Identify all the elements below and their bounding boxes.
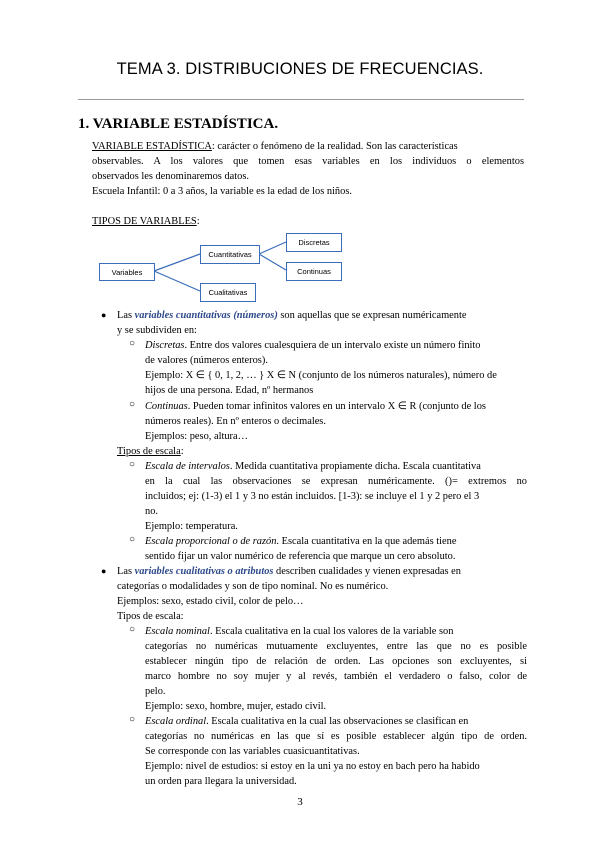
ordinal-line: categorías no numéricas en las que sí es posible establecer algún tipo de orden. (145, 731, 527, 742)
nominal-line: marco hombre no soy mujer y al revés, también el verdadero o falso, color de (145, 671, 527, 682)
nominal-line: Ejemplo: sexo, hombre, mujer, estado civil. (145, 701, 327, 712)
nominal-line: pelo. (145, 686, 166, 697)
section-heading: 1. VARIABLE ESTADÍSTICA. (78, 116, 279, 132)
ordinal-line: un orden para llegara la universidad. (145, 776, 297, 787)
qual-intro: Las variables cualitativas o atributos describen cualidades y vienen expresadas en (117, 566, 461, 577)
circle-bullet-icon: ○ (129, 459, 136, 470)
discretas-line: hijos de una persona. Edad, nº hermanos (145, 385, 314, 396)
intervalos-line: incluidos; ej: (1-3) el 1 y 3 no están incluidos. [1-3): se incluye el 1 y 2 pero el 3 (145, 491, 480, 502)
discretas-line: Discretas. Entre dos valores cualesquiera de un intervalo existe un número finito (145, 340, 481, 351)
bullet-icon: ● (101, 566, 107, 576)
circle-bullet-icon: ○ (129, 714, 136, 725)
definition-example: Escuela Infantil: 0 a 3 años, la variable es la edad de los niños. (92, 186, 352, 197)
nominal-line: categorías no numéricas mutuamente excluyentes, entre las que no es posible (145, 641, 527, 652)
definition-term: VARIABLE ESTADÍSTICA (92, 141, 212, 152)
diagram-box-continuas: Continuas (286, 262, 342, 281)
diagram-box-cuantitativas: Cuantitativas (200, 245, 260, 264)
scale-label: Tipos de escala: (117, 611, 184, 622)
continuas-line: números reales). En nº enteros o decimales. (145, 416, 326, 427)
bullet-icon: ● (101, 310, 107, 320)
circle-bullet-icon: ○ (129, 399, 136, 410)
types-label: TIPOS DE VARIABLES: (92, 216, 200, 227)
diagram-box-cualitativas: Cualitativas (200, 283, 256, 302)
discretas-line: de valores (números enteros). (145, 355, 268, 366)
nominal-line: Escala nominal. Escala cualitativa en la cual los valores de la variable son (145, 626, 454, 637)
intervalos-line: no. (145, 506, 158, 517)
definition-line: observados les denominaremos datos. (92, 171, 249, 182)
qual-examples: Ejemplos: sexo, estado civil, color de pelo… (117, 596, 304, 607)
razon-line: Escala proporcional o de razón. Escala cuantitativa en la que además tiene (145, 536, 457, 547)
connector (259, 242, 286, 254)
discretas-line: Ejemplo: X ∈ { 0, 1, 2, … } X ∈ N (conjunto de los números naturales), número de (145, 370, 497, 381)
quant-intro: y se subdividen en: (117, 325, 197, 336)
circle-bullet-icon: ○ (129, 534, 136, 545)
intervalos-line: Escala de intervalos. Medida cuantitativa propiamente dicha. Escala cuantitativa (145, 461, 481, 472)
ordinal-line: Se corresponde con las variables cuasicuantitativas. (145, 746, 360, 757)
quant-intro: Las variables cuantitativas (números) son aquellas que se expresan numéricamente (117, 310, 467, 321)
connector (154, 271, 200, 291)
circle-bullet-icon: ○ (129, 338, 136, 349)
diagram-box-variables: Variables (99, 263, 155, 281)
nominal-line: establecer ningún tipo de relación de orden. Las opciones son excluyentes, si (145, 656, 527, 667)
intervalos-line: Ejemplo: temperatura. (145, 521, 238, 532)
ordinal-line: Escala ordinal. Escala cualitativa en la cual las observaciones se clasifican en (145, 716, 469, 727)
diagram-box-discretas: Discretas (286, 233, 342, 252)
page-title: TEMA 3. DISTRIBUCIONES DE FRECUENCIAS. (116, 60, 484, 78)
continuas-line: Continuas. Pueden tomar infinitos valores en un intervalo X ∈ R (conjunto de los (145, 401, 486, 412)
scale-label: Tipos de escala: (117, 446, 184, 457)
qual-intro: categorías o modalidades y son de tipo nominal. No es numérico. (117, 581, 389, 592)
intervalos-line: en la cual las observaciones se expresan numéricamente. ()= extremos no (145, 476, 527, 487)
razon-line: sentido fijar un valor numérico de referencia que marque un cero absoluto. (145, 551, 456, 562)
connector (154, 254, 200, 271)
definition-line: observables. A los valores que tomen esas variables en los individuos o elementos (92, 156, 524, 167)
page-number: 3 (297, 796, 303, 808)
definition-line: VARIABLE ESTADÍSTICA: carácter o fenómeno de la realidad. Son las características (92, 141, 458, 152)
continuas-line: Ejemplos: peso, altura… (145, 431, 249, 442)
connector (259, 254, 286, 270)
circle-bullet-icon: ○ (129, 624, 136, 635)
ordinal-line: Ejemplo: nivel de estudios: si estoy en la uni ya no estoy en bach pero ha habido (145, 761, 480, 772)
